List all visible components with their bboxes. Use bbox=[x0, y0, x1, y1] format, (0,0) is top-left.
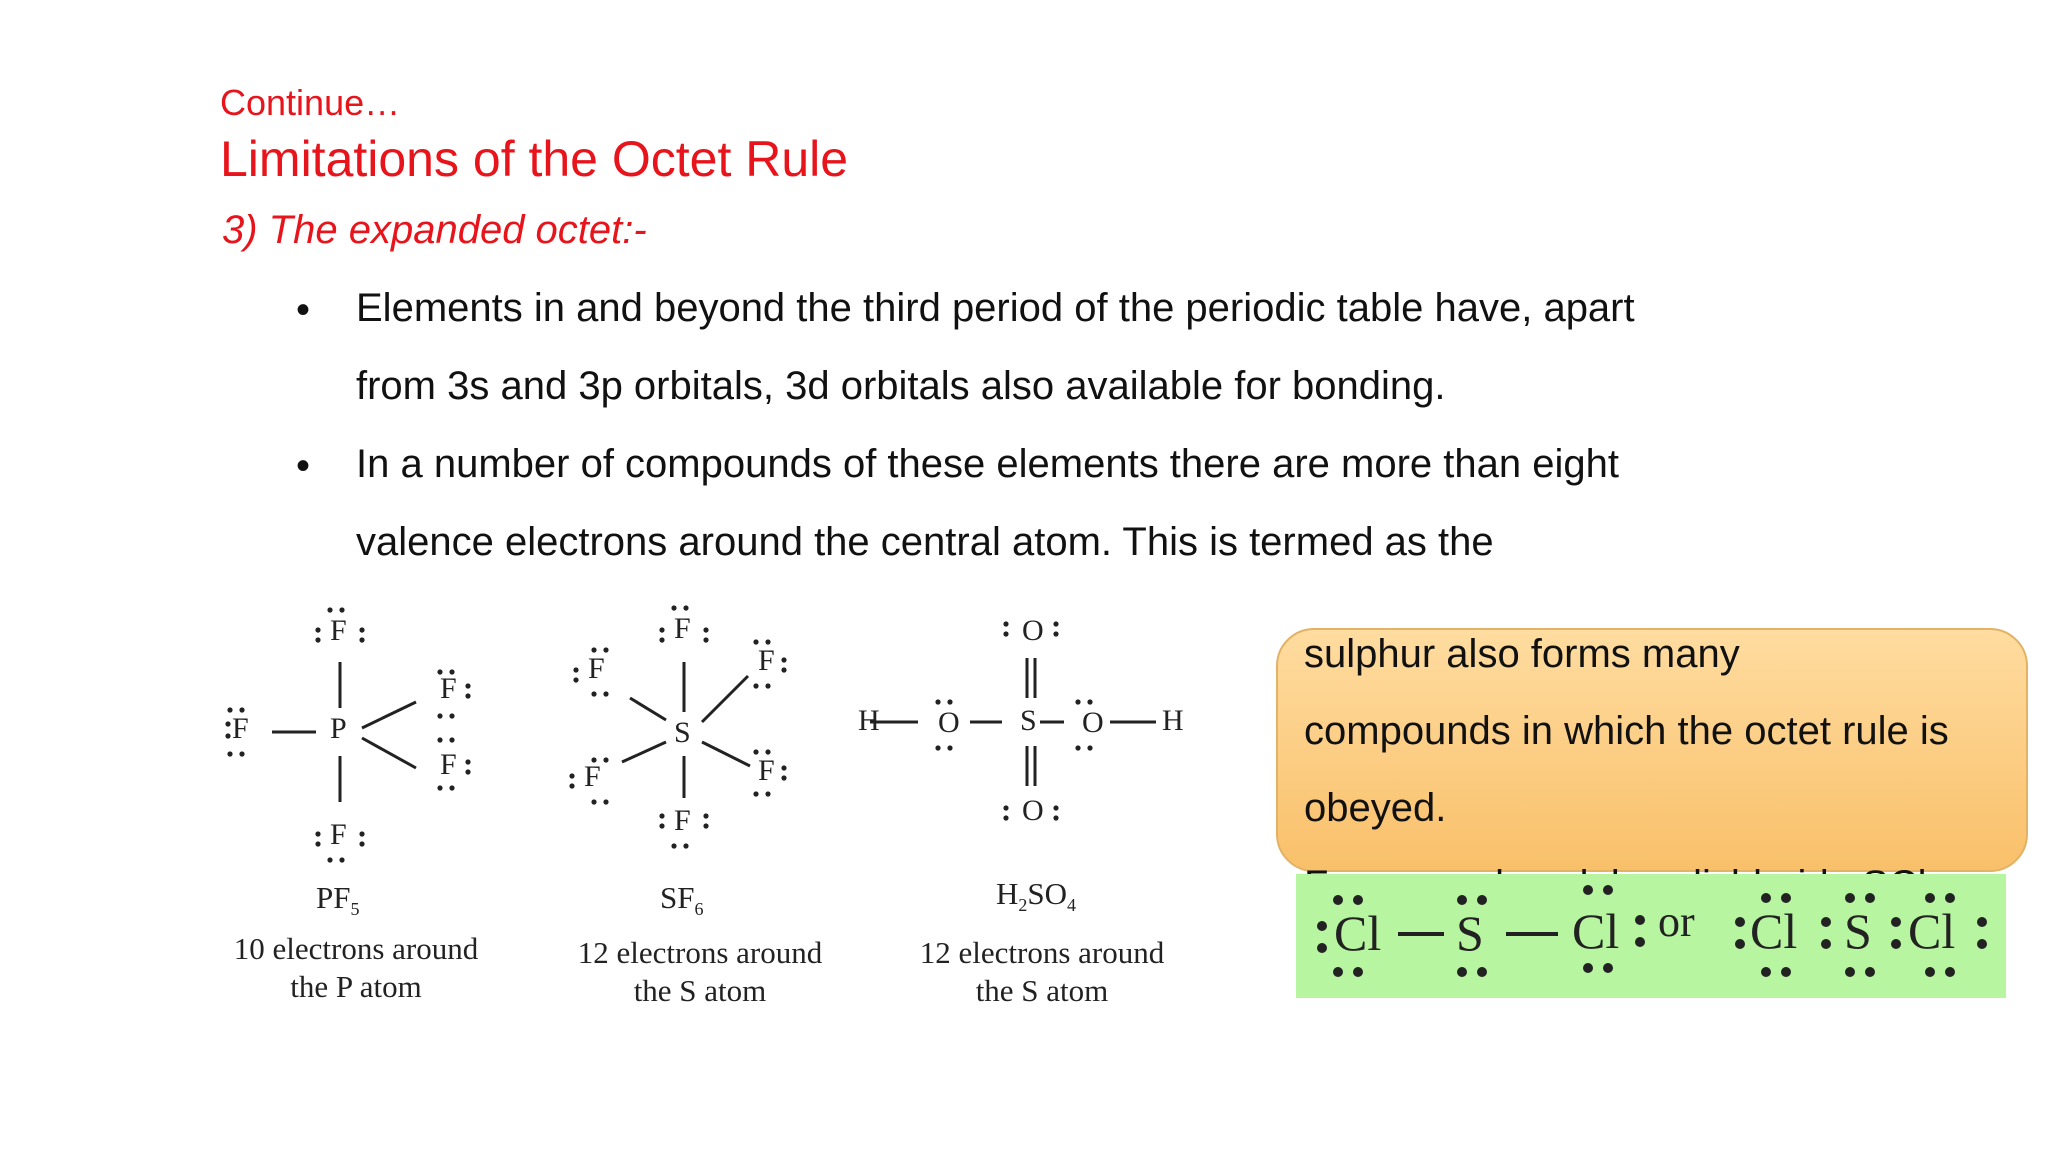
atom-s-center: S bbox=[674, 716, 691, 749]
formula-h2so4: $H_2SO_4$ bbox=[996, 876, 1077, 916]
atom-f-left: F bbox=[232, 712, 249, 745]
caption-pf5: 10 electrons around the P atom bbox=[233, 931, 479, 1004]
bullet-marker: • bbox=[296, 444, 311, 488]
atom-f-lower-right: F bbox=[440, 748, 457, 781]
scl2-bonds-and-dots bbox=[1296, 874, 2006, 998]
atom-f-bottom: F bbox=[330, 818, 347, 851]
slide-title: Limitations of the Octet Rule bbox=[220, 131, 849, 187]
atom-cl-left: Cl bbox=[1334, 905, 1382, 961]
atom-o-right: O bbox=[1082, 706, 1104, 739]
atom-f-top: F bbox=[330, 614, 347, 647]
atom-s-alt: S bbox=[1844, 903, 1872, 959]
atom-s: S bbox=[1456, 905, 1484, 961]
atom-s-center: S bbox=[1020, 704, 1037, 737]
atom-f-upper-right: F bbox=[758, 644, 775, 677]
formula-pf5: $PF_5$ bbox=[316, 880, 360, 920]
note-text: sulphur also forms many compounds in which the octet rule is obeyed. bbox=[1304, 632, 1949, 830]
atom-f-bottom: F bbox=[674, 804, 691, 837]
bullet-1-line-2: from 3s and 3p orbitals, 3d orbitals also available for bonding. bbox=[356, 364, 1446, 408]
atom-cl-right: Cl bbox=[1572, 903, 1620, 959]
caption-sf6: 12 electrons around the S atom bbox=[577, 935, 823, 1008]
caption-h2so4: 12 electrons around the S atom bbox=[919, 935, 1165, 1008]
atom-f-lower-left: F bbox=[584, 760, 601, 793]
scl2-lewis-panel bbox=[1296, 874, 2006, 998]
bullet-1-line-1: Elements in and beyond the third period of the periodic table have, apart bbox=[356, 286, 1635, 330]
atom-f-upper-right: F bbox=[440, 672, 457, 705]
bullet-marker: • bbox=[296, 288, 311, 332]
bullet-2-line-1: In a number of compounds of these elements there are more than eight bbox=[356, 442, 1619, 486]
bullet-2-line-2: valence electrons around the central atom. This is termed as the bbox=[356, 520, 1494, 564]
atom-h-right: H bbox=[1162, 704, 1184, 737]
atom-o-bottom: O bbox=[1022, 794, 1044, 827]
atom-o-left: O bbox=[938, 706, 960, 739]
atom-o-top: O bbox=[1022, 614, 1044, 647]
note-box bbox=[1276, 628, 2028, 872]
atom-cl-right-alt: Cl bbox=[1908, 903, 1956, 959]
continue-label: Continue… bbox=[220, 82, 401, 123]
formula-sf6: $SF_6$ bbox=[660, 880, 704, 920]
atom-cl-left-alt: Cl bbox=[1750, 903, 1798, 959]
atom-f-upper-left: F bbox=[588, 652, 605, 685]
or-label: or bbox=[1658, 897, 1695, 946]
atom-f-lower-right: F bbox=[758, 754, 775, 787]
atom-f-top: F bbox=[674, 612, 691, 645]
atom-h-left: H bbox=[858, 704, 880, 737]
section-heading: 3) The expanded octet:- bbox=[222, 208, 647, 252]
atom-p-center: P bbox=[330, 712, 347, 745]
